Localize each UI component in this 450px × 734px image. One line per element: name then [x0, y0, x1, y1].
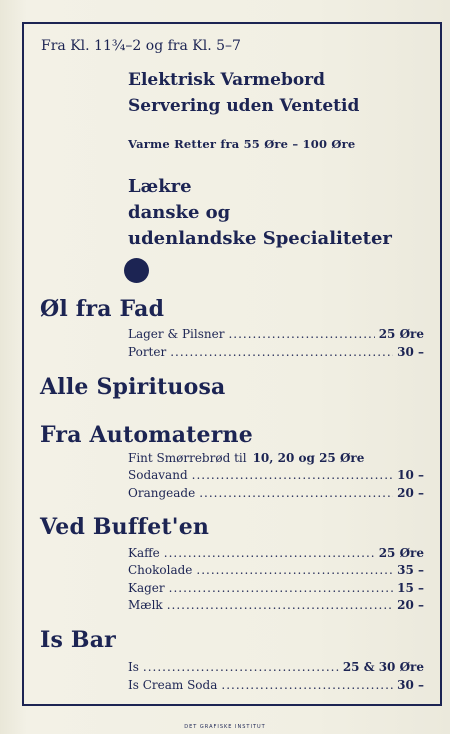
menu-item [128, 546, 424, 560]
menu-item [128, 327, 424, 341]
specialities-heading [128, 174, 392, 252]
item-price: 25 Øre [378, 327, 424, 341]
item-name: Is [128, 660, 139, 674]
section-title-ice-bar: Is Bar [40, 627, 116, 653]
menu-item [128, 598, 424, 612]
item-name: Kager [128, 581, 165, 595]
item-name: Kaffe [128, 546, 160, 560]
item-price: 10 – [397, 468, 424, 482]
item-name: Chokolade [128, 563, 193, 577]
headline-warm-table: Elektrisk Varmebord [128, 70, 326, 90]
item-price: 10, 20 og 25 Øre [252, 451, 365, 465]
section-title-beer: Øl fra Fad [40, 296, 165, 322]
item-price: 25 Øre [378, 546, 424, 560]
bullet-dot-icon [124, 258, 149, 283]
item-name: Orangeade [128, 486, 196, 500]
headline-no-waiting: Servering uden Ventetid [128, 96, 360, 116]
menu-item [128, 581, 424, 595]
dot-leader [228, 327, 374, 341]
item-name: Porter [128, 345, 167, 359]
menu-item [128, 345, 424, 359]
section-title-spirits: Alle Spirituosa [40, 374, 226, 400]
dot-leader [169, 581, 393, 595]
dot-leader [143, 660, 339, 674]
dot-leader [196, 563, 393, 577]
item-price: 30 – [397, 678, 424, 692]
menu-item [128, 563, 424, 577]
menu-item [128, 660, 424, 674]
menu-item [128, 486, 424, 500]
dot-leader [192, 468, 393, 482]
item-price: 30 – [397, 345, 424, 359]
item-price: 20 – [397, 598, 424, 612]
item-name: Mælk [128, 598, 163, 612]
printer-imprint: DET GRAFISKE INSTITUT [184, 724, 266, 730]
section-title-automats: Fra Automaterne [40, 422, 253, 448]
menu-item [128, 468, 424, 482]
item-price: 25 & 30 Øre [342, 660, 424, 674]
item-price: 35 – [397, 563, 424, 577]
dot-leader [221, 678, 393, 692]
item-name: Lager & Pilsner [128, 327, 225, 341]
dot-leader [167, 598, 393, 612]
item-name: Is Cream Soda [128, 678, 218, 692]
specialities-line-1: Lækre [128, 176, 192, 197]
warm-dishes-price-line: Varme Retter fra 55 Øre – 100 Øre [128, 137, 356, 151]
specialities-line-2: danske og [128, 202, 231, 223]
dot-leader [199, 486, 393, 500]
item-price: 15 – [397, 581, 424, 595]
specialities-line-3: udenlandske Specialiteter [128, 228, 392, 249]
item-name: Fint Smørrebrød til [128, 451, 247, 465]
opening-hours: Fra Kl. 11¾–2 og fra Kl. 5–7 [41, 38, 241, 54]
dot-leader [164, 546, 375, 560]
section-title-buffet: Ved Buffet'en [40, 514, 210, 540]
menu-item [128, 451, 424, 465]
item-name: Sodavand [128, 468, 188, 482]
dot-leader [170, 345, 393, 359]
item-price: 20 – [397, 486, 424, 500]
menu-item [128, 678, 424, 692]
